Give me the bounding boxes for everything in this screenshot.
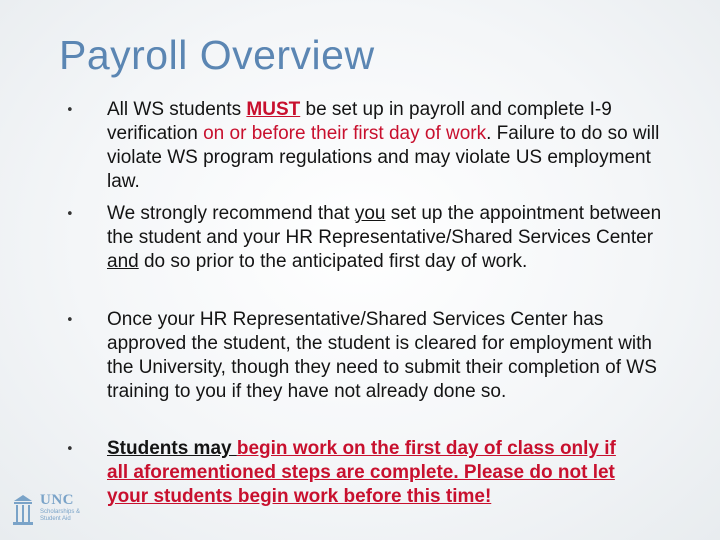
bullet-marker: •: [66, 313, 74, 328]
logo-subtitle: Scholarships & Student Aid: [40, 509, 81, 522]
text-run: set up the appointment between the student and your HR Representative/Shared Services Center: [107, 203, 662, 248]
bullet-item-1: [107, 98, 677, 194]
text-run: Once your HR Representative/Shared Services Center has approved the student, the student is cleared for employment with the University, though they need to submit their completion of WS training to you if they have not already done so.: [107, 309, 657, 402]
text-run: do so prior to the anticipated first day of work.: [138, 251, 528, 272]
bullet-marker: •: [66, 207, 74, 222]
text-run: begin work on the first day of class only if all aforementioned steps are complete. Please do not let your students begin work before this time!: [107, 438, 616, 507]
bullet-item-4: [107, 437, 637, 509]
text-run: and: [107, 251, 139, 272]
bullet-marker: •: [66, 442, 74, 457]
bullet-item-3: [107, 308, 677, 404]
text-run: be set up in payroll and complete I-9 verification: [107, 99, 612, 144]
bullet-marker: •: [66, 103, 74, 118]
bullet-item-2: [107, 202, 677, 274]
text-run: All WS students: [107, 99, 247, 120]
text-run: you: [354, 203, 386, 224]
page-title: Payroll Overview: [59, 32, 375, 78]
text-run: We strongly recommend that: [107, 203, 355, 224]
text-run: on or before their first day of work: [203, 123, 487, 144]
old-well-icon: [12, 494, 34, 526]
unc-logo: [12, 492, 96, 528]
text-run: Students may: [107, 438, 237, 459]
logo-text: UNC: [40, 492, 74, 508]
text-run: . Failure to do so will violate WS program regulations and may violate US employment law.: [107, 123, 660, 192]
text-run: MUST: [246, 99, 301, 120]
